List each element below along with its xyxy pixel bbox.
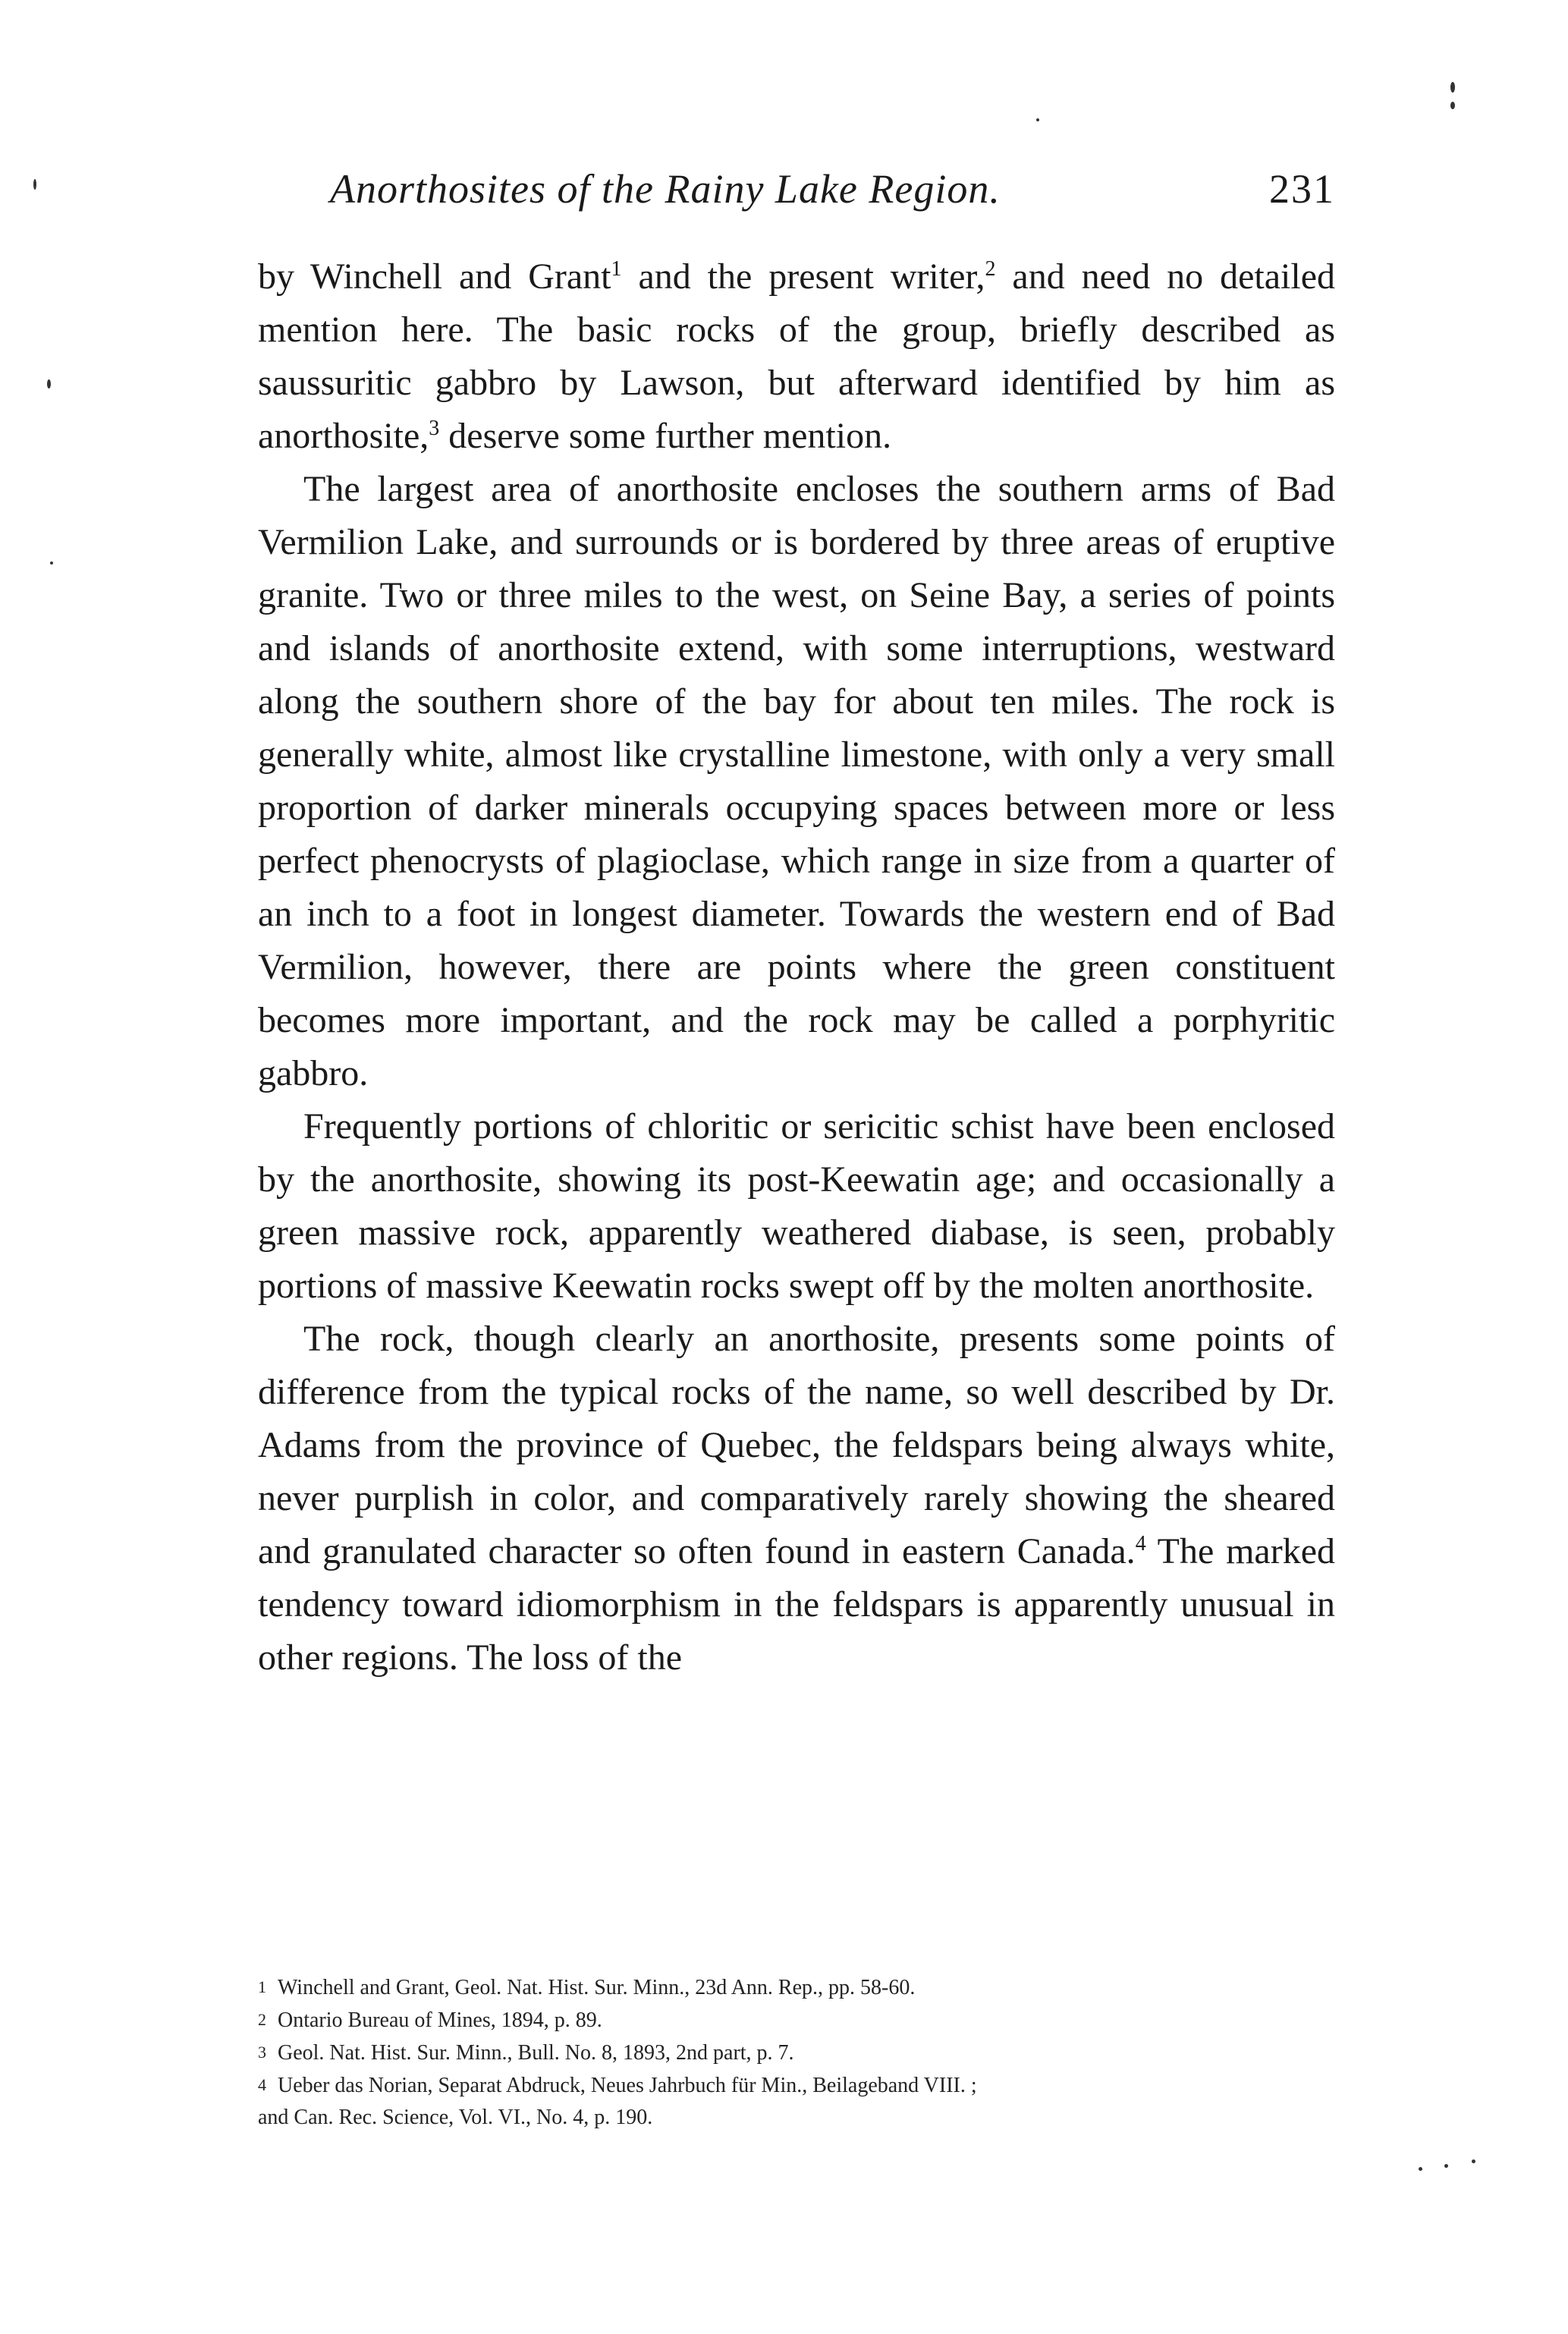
paragraph — [258, 463, 1335, 1100]
footnote-number: 3 — [258, 2043, 266, 2062]
text-run: deserve some further mention. — [439, 416, 892, 456]
footnote-text: Geol. Nat. Hist. Sur. Minn., Bull. No. 8, 1893, 2nd part, p. 7. — [278, 2041, 794, 2065]
scan-speck — [1444, 2164, 1448, 2168]
footnotes — [258, 1971, 1335, 2134]
paragraph — [258, 1100, 1335, 1313]
scan-speck — [1036, 118, 1039, 121]
page-header — [258, 165, 1335, 226]
footnote — [258, 2004, 1335, 2037]
text-run: Frequently portions of chloritic or sericitic schist have been enclosed by the anorthosite, showing its post-Keewatin age; and occasionally a green massive rock, apparently weathered diabase, is seen, probably portions of massive Keewatin rocks swept off by the molten anorthosite. — [258, 1106, 1335, 1306]
footnote-ref: 2 — [985, 257, 996, 281]
footnote-ref: 1 — [611, 257, 622, 281]
footnote — [258, 2069, 1335, 2102]
scan-speck — [1450, 102, 1455, 109]
body-text — [258, 250, 1335, 1684]
footnote — [258, 2037, 1335, 2069]
text-run: and the present writer, — [621, 256, 985, 297]
scan-speck — [50, 561, 53, 565]
footnote-number: 1 — [258, 1977, 266, 1996]
text-run: The marked tendency toward idiomorphism in the feldspars is apparently unusual in other regions. The loss of the — [258, 1531, 1336, 1678]
scan-speck — [1419, 2167, 1422, 2171]
scan-speck — [1472, 2159, 1475, 2163]
footnote-number: 2 — [258, 2010, 266, 2029]
paragraph — [258, 1313, 1335, 1684]
text-run: and need no detailed mention here. The basic rocks of the group, briefly described as saussuritic gabbro by Lawson, but afterward identified by him as anorthosite, — [258, 256, 1336, 456]
running-title: Anorthosites of the Rainy Lake Region. — [330, 166, 1001, 212]
scan-speck — [1450, 82, 1455, 93]
footnote — [258, 2102, 1335, 2134]
footnote-number: 4 — [258, 2075, 266, 2094]
footnote-text: Winchell and Grant, Geol. Nat. Hist. Sur. Minn., 23d Ann. Rep., pp. 58-60. — [278, 1976, 916, 1999]
scan-speck — [47, 379, 51, 388]
text-run: by Winchell and Grant — [258, 256, 611, 297]
scan-speck — [33, 179, 36, 190]
text-run: The largest area of anorthosite encloses the southern arms of Bad Vermilion Lake, and surrounds or is bordered by three areas of eruptive granite. Two or three miles to the west, on Seine Bay, a series of points and islands of anorthosite extend, with some interruptions, westward along the southern shore of the bay for about ten miles. The rock is generally white, almost like crystalline limestone, with only a very small proportion of darker minerals occupying spaces between more or less perfect phenocrysts of plagioclase, which range in size from a quarter of an inch to a foot in longest diameter. Towards the western end of Bad Vermilion, however, there are points where the green constituent becomes more important, and the rock may be called a porphyritic gabbro. — [258, 469, 1335, 1093]
footnote — [258, 1971, 1335, 2004]
text-run: The rock, though clearly an anorthosite, presents some points of difference from the typical rocks of the name, so well described by Dr. Adams from the province of Quebec, the feldspars being always white, never purplish in color, and comparatively rarely showing the sheared and granulated character so often found in eastern Canada. — [258, 1319, 1335, 1571]
footnote-ref: 3 — [429, 417, 440, 440]
page-number: 231 — [1269, 166, 1335, 212]
footnote-ref: 4 — [1135, 1532, 1146, 1555]
paragraph — [258, 250, 1335, 463]
footnote-text: Ontario Bureau of Mines, 1894, p. 89. — [278, 2008, 602, 2032]
footnote-text: and Can. Rec. Science, Vol. VI., No. 4, p. 190. — [258, 2106, 653, 2129]
footnote-text: Ueber das Norian, Separat Abdruck, Neues Jahrbuch für Min., Beilageband VIII. ; — [278, 2074, 977, 2097]
